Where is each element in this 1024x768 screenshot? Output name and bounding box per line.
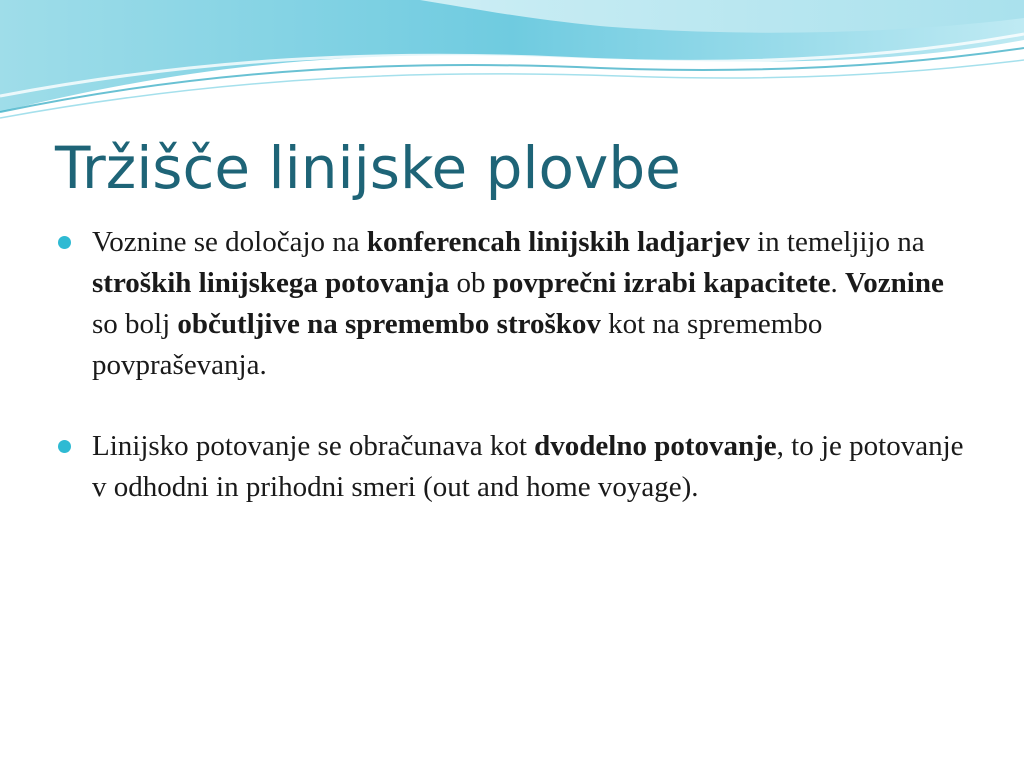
text-run: ob bbox=[449, 267, 493, 299]
bullet-dot-icon bbox=[58, 236, 71, 249]
bullet-text bbox=[92, 222, 972, 386]
header-wave-decoration bbox=[0, 0, 1024, 130]
bullet-item bbox=[58, 222, 988, 386]
text-run: Voznine se določajo na bbox=[92, 226, 367, 258]
text-run-bold: Voznine bbox=[844, 267, 944, 299]
text-run: Linijsko potovanje se obračunava kot bbox=[92, 430, 535, 462]
text-run-bold: povprečni izrabi kapacitete bbox=[492, 267, 831, 299]
bullet-text bbox=[92, 426, 972, 508]
bullet-item bbox=[58, 426, 988, 508]
text-run: kot na spremembo povpraševanja. bbox=[92, 308, 823, 381]
text-run-bold: dvodelno potovanje bbox=[534, 430, 777, 462]
text-run-bold: občutljive na spremembo stroškov bbox=[177, 308, 601, 340]
text-run: in temeljijo na bbox=[749, 226, 925, 258]
bullet-list bbox=[58, 222, 988, 548]
text-run-bold: konferencah linijskih ladjarjev bbox=[366, 226, 750, 258]
text-run: so bolj bbox=[92, 308, 178, 340]
text-run-bold: stroških linijskega potovanja bbox=[92, 267, 450, 299]
text-run: . bbox=[830, 267, 845, 299]
slide-title: Tržišče linijske plovbe bbox=[55, 134, 681, 202]
bullet-dot-icon bbox=[58, 440, 71, 453]
text-run: , to je potovanje v odhodni in prihodni smeri (out and home voyage). bbox=[92, 430, 964, 503]
